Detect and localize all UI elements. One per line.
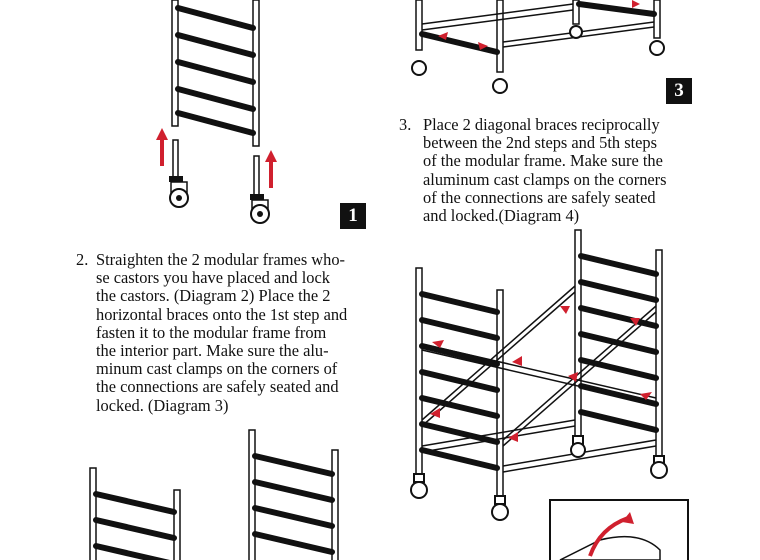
step-2-line: the connections are safely seated and	[96, 377, 339, 397]
step-2-line: minum cast clamps on the corners of	[96, 359, 338, 379]
step-3-line: aluminum cast clamps on the corners	[423, 169, 667, 189]
step-3-line: between the 2nd steps and 5th steps	[423, 133, 657, 153]
step-3-line: and locked.(Diagram 4)	[423, 206, 580, 226]
step-2-line: locked. (Diagram 3)	[96, 395, 229, 415]
step-2-line: horizontal braces onto the 1st step and	[96, 304, 348, 324]
step-2-line: Straighten the 2 modular frames who-	[96, 250, 345, 269]
step-2-number: 2.	[76, 250, 89, 269]
step-3-line: of the modular frame. Make sure the	[423, 151, 663, 171]
step-3-number: 3.	[399, 115, 412, 134]
step-2-line: se castors you have placed and lock	[96, 268, 330, 288]
step-3-line: of the connections are safely seated	[423, 187, 656, 207]
step-2-line: the interior part. Make sure the alu-	[96, 341, 329, 361]
step-2-line: the castors. (Diagram 2) Place the 2	[96, 286, 331, 306]
step-2-line: fasten it to the modular frame from	[96, 322, 327, 342]
diagram-1-badge: 1	[340, 203, 366, 229]
diagram-3-badge: 3	[666, 78, 692, 104]
step-3-line: Place 2 diagonal braces reciprocally	[423, 115, 660, 134]
